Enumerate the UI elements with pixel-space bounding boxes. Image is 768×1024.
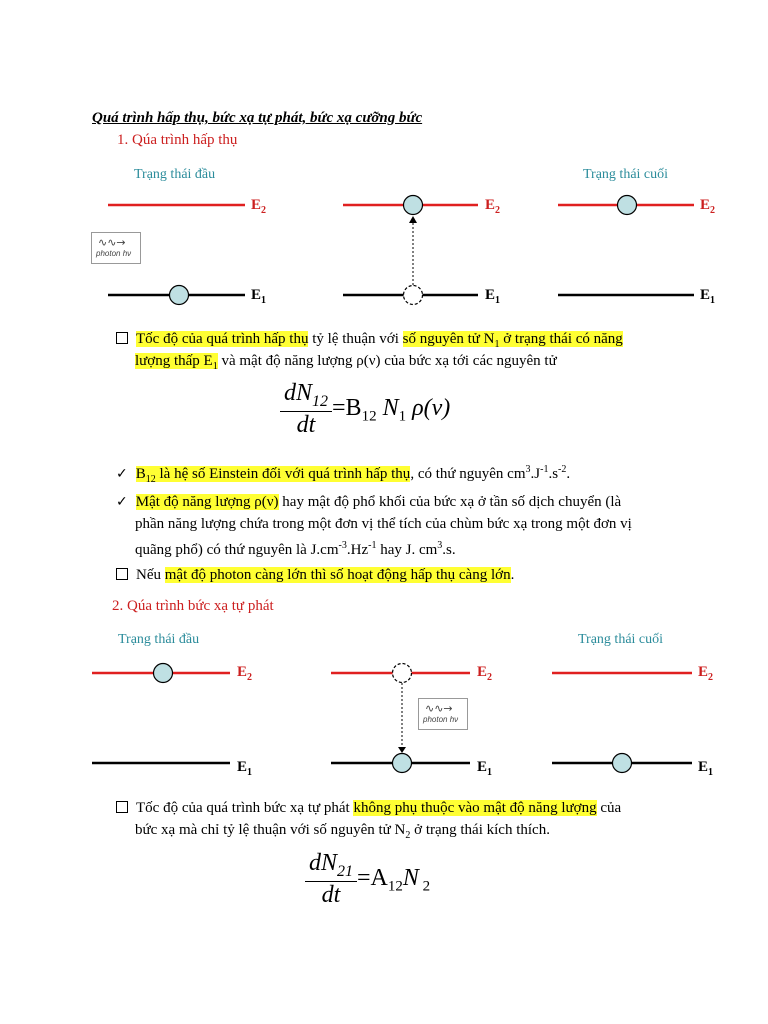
s2-p2-atom	[393, 754, 412, 773]
s1-check2-line2: phần năng lượng chứa trong một đơn vị thể tích của chùm bức xạ trong một đơn vị	[135, 516, 632, 532]
s1-p1-atom	[170, 286, 189, 305]
checkmark-icon: ✓	[116, 494, 128, 510]
s1-p2-e1-label: $E_1$	[485, 287, 501, 306]
s2-p2-e2-label: $E_2$	[477, 664, 493, 683]
s2-p3-e1-label: $E_1$	[698, 759, 714, 778]
s1-check2-line3: quãng phổ) có thứ nguyên là $J.cm^{-3}.Hz^{-1}$ hay J. $cm^3.s$.	[135, 540, 456, 558]
s2-bullet1-line1: Tốc độ của quá trình bức xạ tự phát không phụ thuộc vào mật độ năng lượng của	[116, 797, 621, 819]
s2-photon-box	[418, 698, 468, 730]
s2-p2-e1-label: $E_1$	[477, 759, 493, 778]
s1-p3-e2-label: $E_2$	[700, 197, 716, 216]
page-title: Quá trình hấp thụ, bức xạ tự phát, bức xạ cưỡng bức	[92, 110, 423, 126]
s1-photon-label: photon hν	[96, 249, 132, 258]
s2-p1-e2-label: $E_2$	[237, 664, 253, 683]
section1-heading: 1. Qúa trình hấp thụ	[117, 132, 238, 148]
section2-heading: 2. Qúa trình bức xạ tự phát	[112, 598, 274, 614]
s1-p2-arrowhead	[409, 216, 417, 223]
s2-p3-e2-label: $E_2$	[698, 664, 714, 683]
s1-bullet1-line1: Tốc độ của quá trình hấp thụ tỷ lệ thuận với số nguyên tử $N_1$ ở trạng thái có năng	[116, 328, 623, 356]
s1-p2-atom	[404, 196, 423, 215]
s1-check1: ✓ $B_{12}$ là hệ số Einstein đối với quá trình hấp thụ, có thứ nguyên $cm^3.J^{-1}.s^{-2}$.	[116, 464, 571, 485]
s2-energy-diagram	[0, 652, 768, 782]
s2-p2-ghost-atom	[393, 664, 412, 683]
s2-p1-e1-label: $E_1$	[237, 759, 253, 778]
s1-bullet1-line2: lượng thấp $E_1$ và mật độ năng lượng ρ(ν) của bức xạ tới các nguyên tử	[135, 353, 557, 372]
s1-p1-e1-label: $E_1$	[251, 287, 267, 306]
s1-check2-line1: ✓ Mật độ năng lượng ρ(ν) hay mật độ phổ khối của bức xạ ở tần số dịch chuyển (là	[116, 494, 622, 510]
photon-wave-icon: ∿∿→	[425, 702, 453, 715]
s1-state-final: Trạng thái cuối	[583, 167, 669, 182]
s2-p3-atom	[613, 754, 632, 773]
square-bullet-icon	[116, 801, 128, 813]
s1-photon-box	[91, 232, 141, 264]
s2-p2-arrowhead	[398, 747, 406, 753]
s1-p1-e2-label: $E_2$	[251, 197, 267, 216]
checkmark-icon: ✓	[116, 466, 128, 482]
s1-p2-e2-label: $E_2$	[485, 197, 501, 216]
s2-state-initial: Trạng thái đầu	[118, 632, 200, 647]
s2-p1-atom	[154, 664, 173, 683]
s2-formula: $\frac{dN_{21}}{dt}$ $=A_{12}N$ $_2$	[305, 850, 430, 909]
s1-state-initial: Trạng thái đầu	[134, 167, 216, 182]
s2-state-final: Trạng thái cuối	[578, 632, 664, 647]
s1-p3-e1-label: $E_1$	[700, 287, 716, 306]
square-bullet-icon	[116, 332, 128, 344]
square-bullet-icon	[116, 568, 128, 580]
photon-wave-icon: ∿∿→	[98, 236, 126, 249]
s1-formula: $\frac{dN_{12}}{dt}$ $=B_{12}$ $N_1$ ρ(ν)	[280, 380, 450, 439]
s2-photon-label: photon hν	[423, 715, 459, 724]
s1-bullet2: Nếu mật độ photon càng lớn thì số hoạt động hấp thụ càng lớn.	[116, 564, 514, 586]
s1-p2-ghost-atom	[404, 286, 423, 305]
s1-p3-atom	[618, 196, 637, 215]
s2-bullet1-line2: bức xạ mà chỉ tỷ lệ thuận với số nguyên tử $N_2$ ở trạng thái kích thích.	[135, 822, 550, 841]
